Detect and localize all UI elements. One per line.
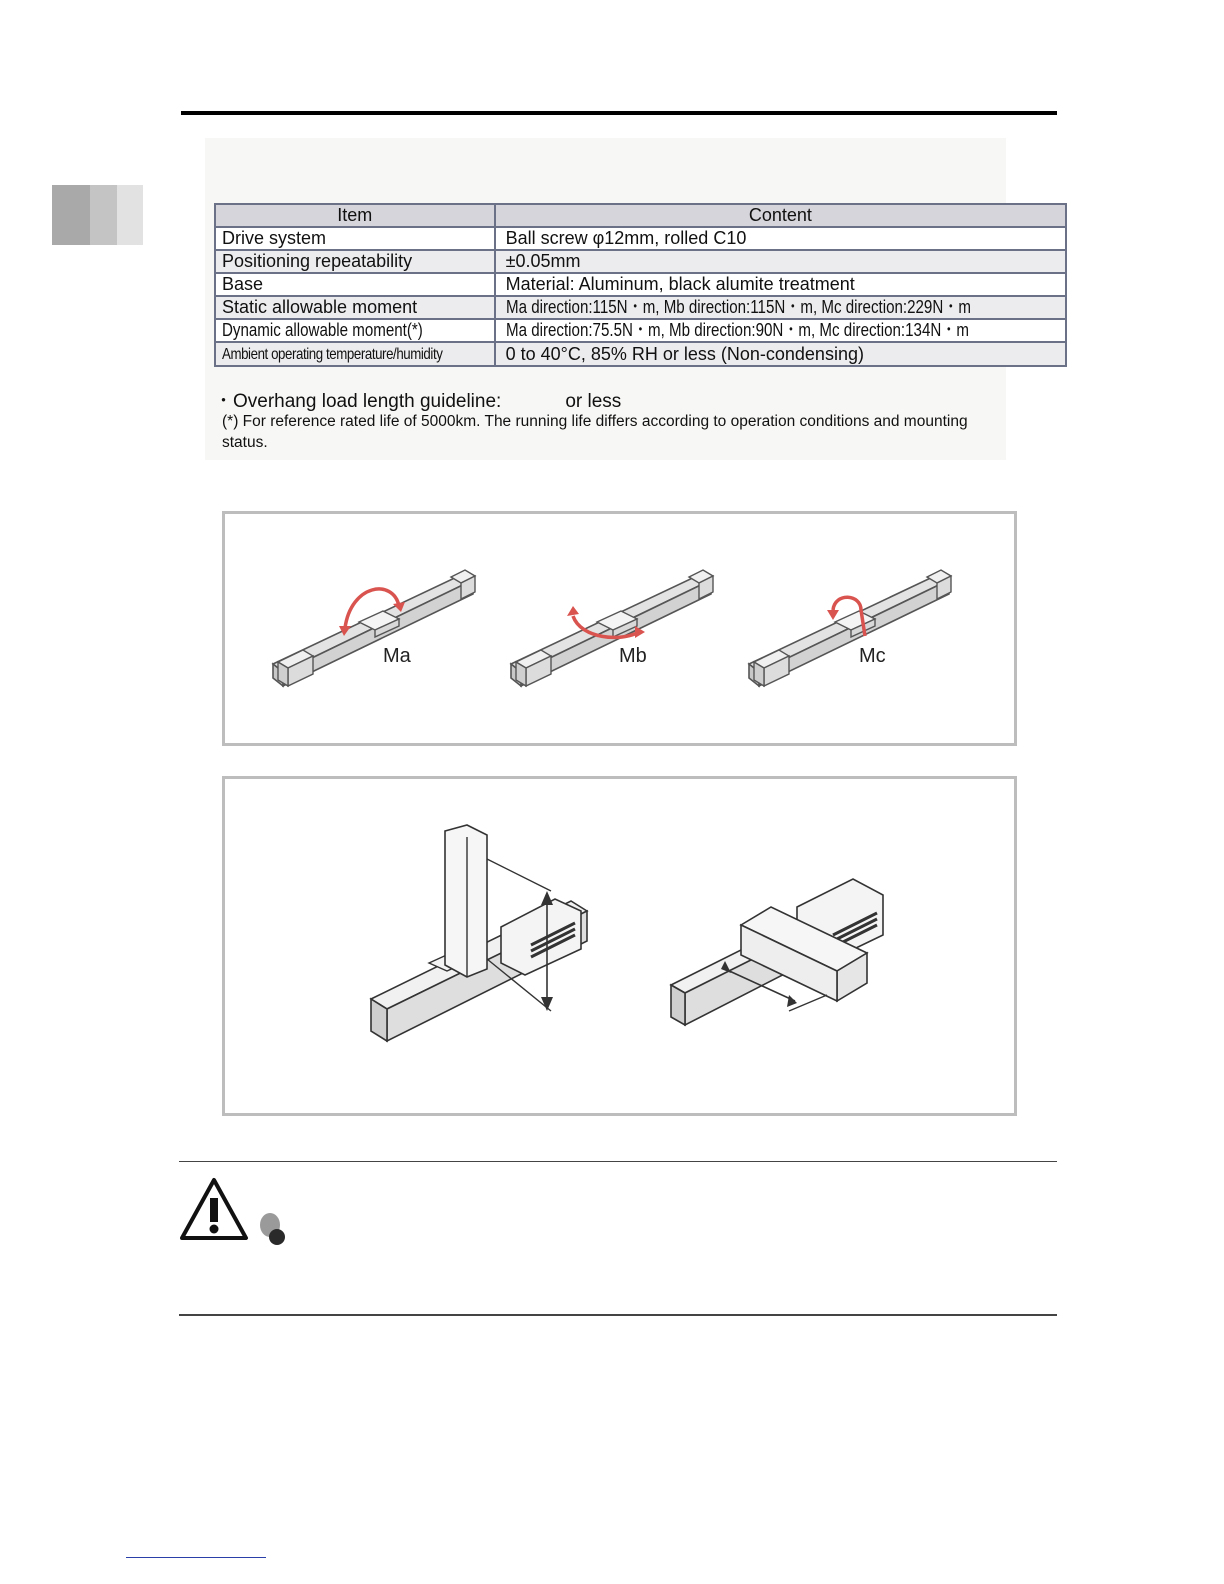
row-content: ±0.05mm xyxy=(495,250,1067,273)
table-header-row xyxy=(215,204,1066,227)
actuator-mb xyxy=(511,570,713,686)
table-row xyxy=(215,227,1066,250)
caution-bottom-rule xyxy=(179,1314,1057,1316)
header-rule xyxy=(181,111,1057,115)
bullet-dot-icon xyxy=(258,1208,288,1248)
row-content: Material: Aluminum, black alumite treatment xyxy=(495,273,1067,296)
row-content xyxy=(495,319,1067,342)
label-mb: Mb xyxy=(619,645,647,667)
row-item: Drive system xyxy=(215,227,495,250)
row-item xyxy=(215,342,495,366)
overhang-label: ・Overhang load length guideline: xyxy=(214,391,502,412)
overhang-diagram-box xyxy=(222,776,1017,1116)
table-row xyxy=(215,319,1066,342)
chapter-tab-block xyxy=(117,185,143,245)
row-content-text: Ma direction:115N・m, Mb direction:115N・m, Mc direction:229N・m xyxy=(505,297,971,317)
caution-top-rule xyxy=(179,1161,1057,1162)
table-row xyxy=(215,342,1066,366)
chapter-tab-block xyxy=(52,185,90,245)
row-item xyxy=(215,319,495,342)
row-item-text: Dynamic allowable moment(*) xyxy=(222,320,423,340)
footer-link-underline xyxy=(126,1557,266,1558)
row-content: Ball screw φ12mm, rolled C10 xyxy=(495,227,1067,250)
table-row xyxy=(215,250,1066,273)
label-ma: Ma xyxy=(383,645,411,667)
actuator-horizontal-load xyxy=(671,879,883,1025)
chapter-tab-block xyxy=(90,185,117,245)
moment-diagram-box xyxy=(222,511,1017,746)
overhang-suffix: or less xyxy=(565,391,622,412)
actuator-vertical-load xyxy=(371,825,587,1041)
actuator-ma xyxy=(273,570,475,686)
label-mc: Mc xyxy=(859,645,886,667)
table-row xyxy=(215,296,1066,319)
actuator-mc xyxy=(749,570,951,686)
warning-icon xyxy=(178,1176,250,1242)
row-content-text: Ma direction:75.5N・m, Mb direction:90N・m, Mc direction:134N・m xyxy=(505,320,969,340)
row-content: 0 to 40°C, 85% RH or less (Non-condensing) xyxy=(495,342,1067,366)
footnote: (*) For reference rated life of 5000km. The running life differs according to operation conditions and mounting status. xyxy=(222,413,968,451)
moment-diagram xyxy=(225,514,1014,743)
table-row xyxy=(215,273,1066,296)
row-item: Static allowable moment xyxy=(215,296,495,319)
spec-table xyxy=(214,203,1067,367)
overhang-note xyxy=(214,386,621,413)
row-content xyxy=(495,296,1067,319)
overhang-diagram xyxy=(225,779,1014,1113)
row-item: Positioning repeatability xyxy=(215,250,495,273)
table-header-item: Item xyxy=(215,204,495,227)
row-item-text: Ambient operating temperature/humidity xyxy=(222,346,443,363)
row-item: Base xyxy=(215,273,495,296)
table-header-content: Content xyxy=(495,204,1067,227)
